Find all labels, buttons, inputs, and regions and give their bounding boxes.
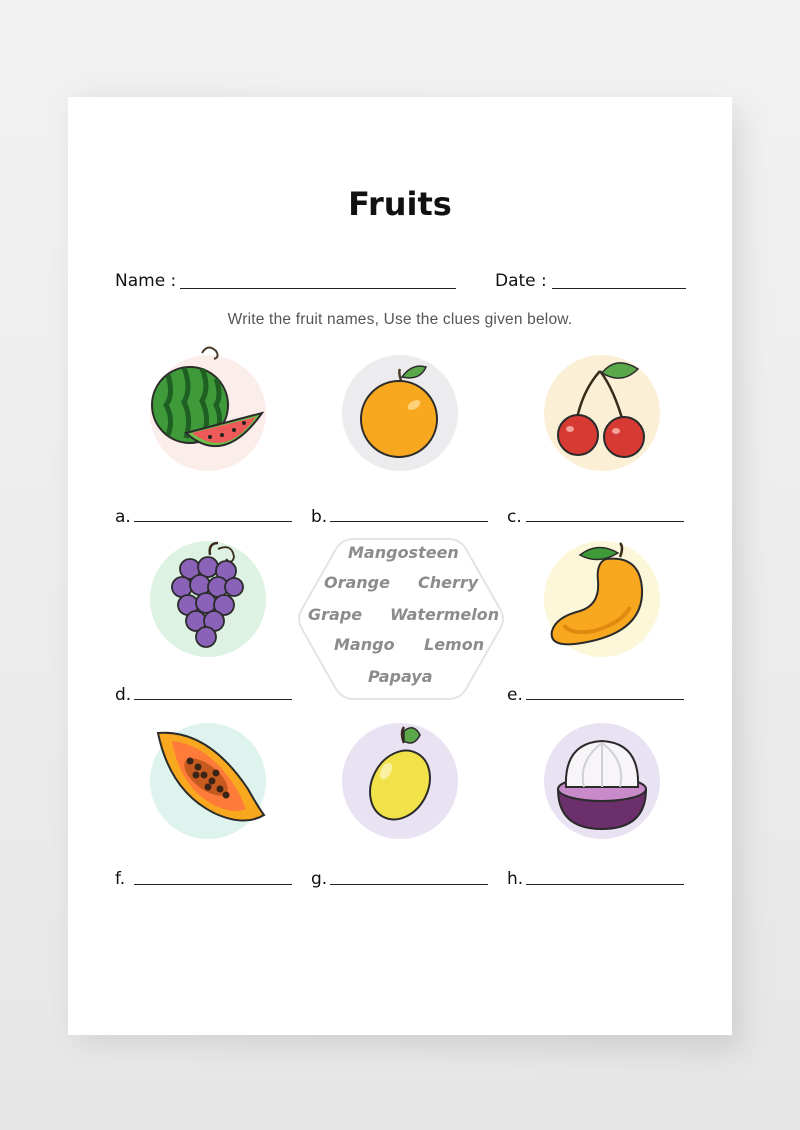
grape-card — [150, 541, 266, 657]
clue-word-bank — [294, 535, 508, 703]
name-line[interactable] — [180, 288, 456, 289]
worksheet-title: Fruits — [348, 185, 452, 223]
answer-line-b[interactable] — [330, 521, 488, 522]
cherry-icon — [544, 355, 660, 471]
answer-label-c: c. — [507, 507, 522, 527]
clue-word-mangosteen: Mangosteen — [348, 543, 459, 562]
lemon-icon — [342, 723, 458, 839]
answer-label-e: e. — [507, 685, 523, 705]
grape-icon — [150, 541, 266, 657]
papaya-card — [150, 723, 266, 839]
answer-line-h[interactable] — [526, 884, 684, 885]
papaya-icon — [150, 723, 266, 839]
clue-word-watermelon: Watermelon — [390, 605, 500, 624]
clue-word-grape: Grape — [308, 605, 363, 624]
answer-label-g: g. — [311, 869, 328, 889]
mango-icon — [544, 541, 660, 657]
answer-label-h: h. — [507, 869, 524, 889]
answer-line-c[interactable] — [526, 521, 684, 522]
answer-line-e[interactable] — [526, 699, 684, 700]
clue-word-papaya: Papaya — [368, 667, 433, 686]
orange-icon — [342, 355, 458, 471]
date-label: Date : — [495, 271, 547, 291]
mangosteen-icon — [544, 723, 660, 839]
clue-word-mango: Mango — [334, 635, 395, 654]
cherry-card — [544, 355, 660, 471]
answer-line-f[interactable] — [134, 884, 292, 885]
answer-label-a: a. — [115, 507, 131, 527]
mangosteen-card — [544, 723, 660, 839]
watermelon-card — [150, 355, 266, 471]
lemon-card — [342, 723, 458, 839]
mango-card — [544, 541, 660, 657]
answer-line-g[interactable] — [330, 884, 488, 885]
answer-label-d: d. — [115, 685, 132, 705]
name-label: Name : — [115, 271, 177, 291]
watermelon-icon — [150, 355, 266, 471]
clue-word-lemon: Lemon — [424, 635, 485, 654]
answer-line-a[interactable] — [134, 521, 292, 522]
instruction-text: Write the fruit names, Use the clues given below. — [227, 311, 573, 328]
answer-line-d[interactable] — [134, 699, 292, 700]
answer-label-f: f. — [115, 869, 126, 889]
worksheet-page — [68, 97, 732, 1035]
clue-word-orange: Orange — [324, 573, 390, 592]
date-line[interactable] — [552, 288, 686, 289]
clue-word-cherry: Cherry — [418, 573, 479, 592]
orange-card — [342, 355, 458, 471]
answer-label-b: b. — [311, 507, 328, 527]
